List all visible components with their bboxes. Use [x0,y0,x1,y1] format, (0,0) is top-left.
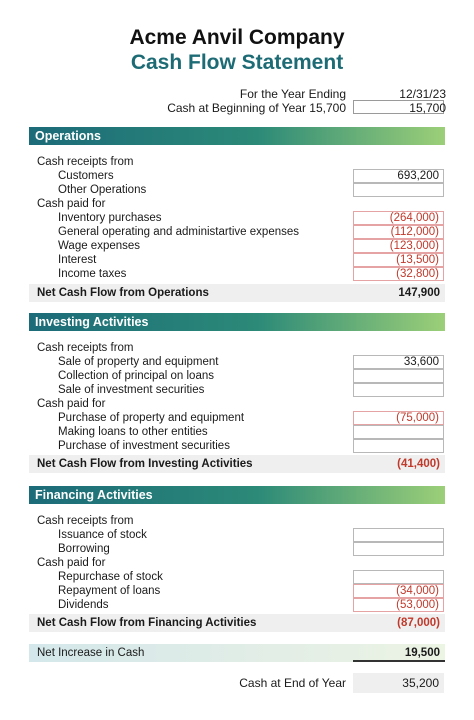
fin-borrowing-field[interactable] [353,542,444,556]
cash-beginning-value: 15,700 [409,101,446,115]
ops-interest-label: Interest [58,254,97,266]
section-financing: Financing Activities [29,486,445,504]
inv-purchase-property-label: Purchase of property and equipment [58,412,245,424]
inv-net-value: (41,400) [397,458,440,470]
ops-interest-field[interactable]: (13,500) [353,253,444,267]
fin-net-value: (87,000) [397,617,440,629]
ops-tax-label: Income taxes [58,268,127,280]
fin-repurchase-label: Repurchase of stock [58,571,163,583]
ops-paid-label: Cash paid for [37,198,106,210]
inv-paid-label: Cash paid for [37,398,106,410]
inv-sale-property-label: Sale of property and equipment [58,356,219,368]
inv-net-row [29,455,445,473]
inv-collection-field[interactable] [353,369,444,383]
ops-inventory-label: Inventory purchases [58,212,162,224]
fin-dividends-field[interactable]: (53,000) [353,598,444,612]
inv-sale-property-field[interactable]: 33,600 [353,355,444,369]
ops-tax-field[interactable]: (32,800) [353,267,444,281]
year-ending-label: For the Year Ending [239,87,346,101]
inv-net-label: Net Cash Flow from Investing Activities [37,458,253,470]
inv-purchase-property-field[interactable]: (75,000) [353,411,444,425]
inv-purchase-invest-field[interactable] [353,439,444,453]
ops-wage-field[interactable]: (123,000) [353,239,444,253]
net-increase-row [29,644,445,662]
inv-purchase-invest-label: Purchase of investment securities [58,440,230,452]
cash-beginning-label: Cash at Beginning of Year 15,700 [167,101,346,115]
statement-title: Cash Flow Statement [130,51,344,74]
total-underline [353,660,445,662]
fin-repayment-field[interactable]: (34,000) [353,584,444,598]
inv-sale-invest-field[interactable] [353,383,444,397]
cash-end-value: 35,200 [353,673,444,693]
fin-receipts-label: Cash receipts from [37,515,134,527]
ops-customers-label: Customers [58,170,114,182]
company-name: Acme Anvil Company [129,26,345,49]
section-investing: Investing Activities [29,313,445,331]
fin-repurchase-field[interactable] [353,570,444,584]
ops-general-field[interactable]: (112,000) [353,225,444,239]
fin-stock-label: Issuance of stock [58,529,147,541]
ops-other-field[interactable] [353,183,444,197]
fin-borrowing-label: Borrowing [58,543,110,555]
fin-paid-label: Cash paid for [37,557,106,569]
ops-net-label: Net Cash Flow from Operations [37,287,209,299]
inv-sale-invest-label: Sale of investment securities [58,384,205,396]
net-increase-value: 19,500 [404,647,440,659]
cash-end-label: Cash at End of Year [239,676,346,690]
inv-collection-label: Collection of principal on loans [58,370,214,382]
ops-receipts-label: Cash receipts from [37,156,134,168]
ops-general-label: General operating and administartive expenses [58,226,300,238]
fin-stock-field[interactable] [353,528,444,542]
fin-net-row [29,614,445,632]
ops-net-value: 147,900 [398,287,440,299]
fin-repayment-label: Repayment of loans [58,585,161,597]
inv-loans-field[interactable] [353,425,444,439]
section-operations: Operations [29,127,445,145]
ops-customers-field[interactable]: 693,200 [353,169,444,183]
fin-net-label: Net Cash Flow from Financing Activities [37,617,257,629]
ops-inventory-field[interactable]: (264,000) [353,211,444,225]
ops-wage-label: Wage expenses [58,240,141,252]
year-ending-value: 12/31/23 [399,87,446,101]
inv-receipts-label: Cash receipts from [37,342,134,354]
ops-other-label: Other Operations [58,184,147,196]
ops-net-row [29,284,445,302]
inv-loans-label: Making loans to other entities [58,426,208,438]
net-increase-label: Net Increase in Cash [37,647,145,659]
fin-dividends-label: Dividends [58,599,109,611]
